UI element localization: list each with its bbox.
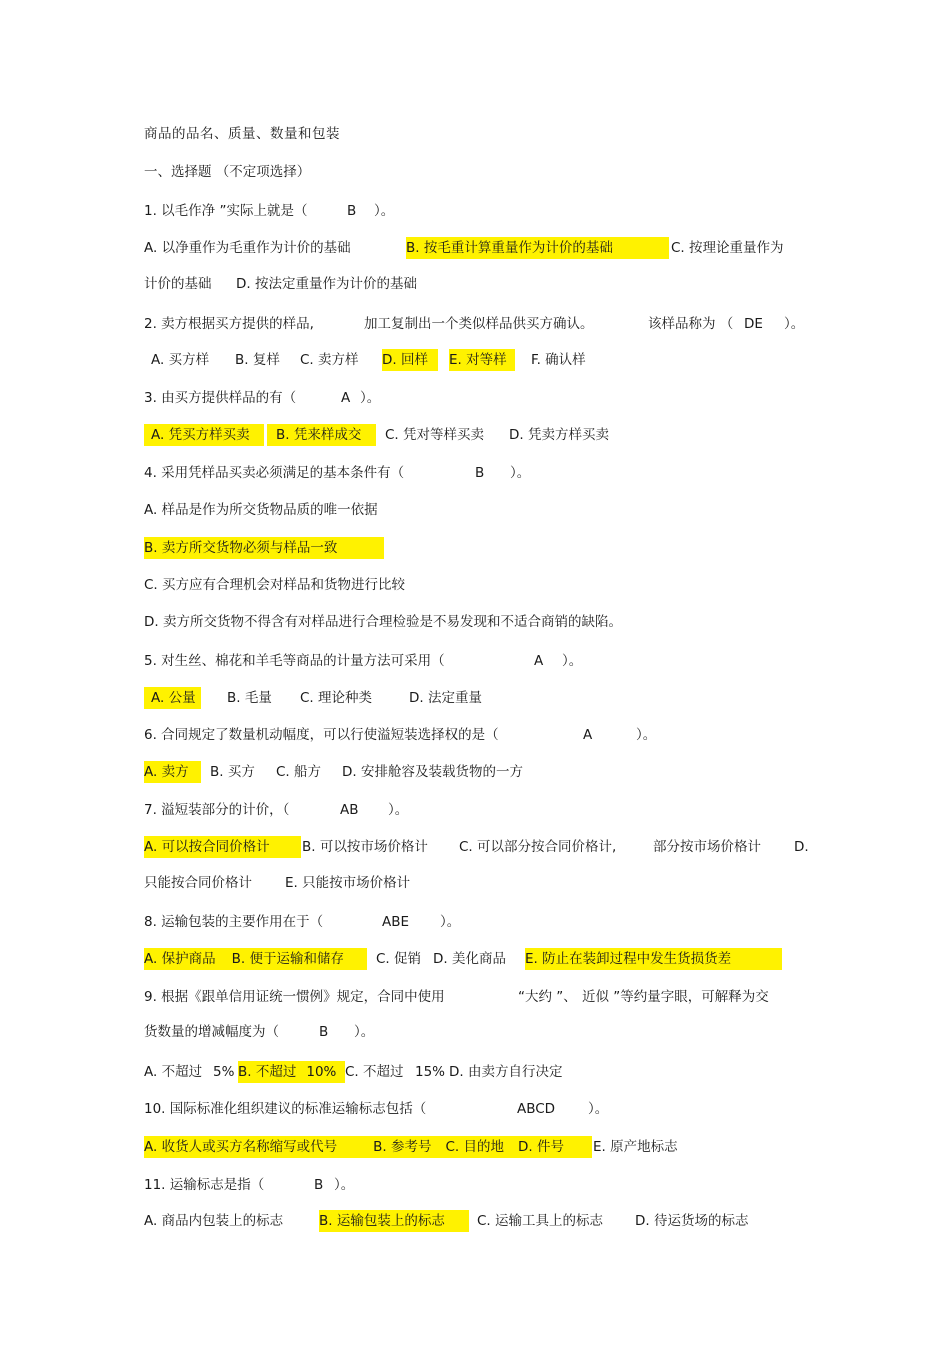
q1-option-a: A. 以净重作为毛重作为计价的基础 bbox=[144, 240, 351, 256]
q8-option-d: D. 美化商品 bbox=[433, 951, 506, 967]
q10-stem-text: 10. 国际标准化组织建议的标准运输标志包括（ bbox=[144, 1101, 427, 1117]
q4-option-a: A. 样品是作为所交货物品质的唯一依据 bbox=[144, 502, 378, 518]
q8-option-e: E. 防止在装卸过程中发生货损货差 bbox=[525, 948, 782, 970]
q1-option-c: C. 按理论重量作为 bbox=[671, 240, 784, 256]
q3-answer: A bbox=[341, 390, 351, 406]
q8-stem-end: ）。 bbox=[440, 914, 461, 930]
q5-option-a: A. 公量 bbox=[144, 687, 201, 709]
q9-option-c: C. 不超过 bbox=[345, 1064, 404, 1080]
q1-stem-text: 1. 以毛作净 ”实际上就是（ bbox=[144, 203, 308, 219]
q5-option-c: C. 理论种类 bbox=[300, 690, 373, 706]
q7-option-e: E. 只能按市场价格计 bbox=[285, 875, 411, 891]
q5-stem-text: 5. 对生丝、棉花和羊毛等商品的计量方法可采用（ bbox=[144, 653, 445, 669]
q3-stem-end: ）。 bbox=[360, 390, 381, 406]
q4-stem-end: ）。 bbox=[510, 465, 531, 481]
q7-option-d: 只能按合同价格计 bbox=[144, 875, 252, 891]
q2-option-a: A. 买方样 bbox=[151, 352, 210, 368]
document-title: 商品的品名、质量、数量和包装 bbox=[144, 126, 340, 142]
q5-option-b: B. 毛量 bbox=[227, 690, 272, 706]
q9-stem-end: ）。 bbox=[354, 1024, 375, 1040]
q9-option-b: B. 不超过 bbox=[238, 1064, 297, 1080]
q7-option-d-label: D. bbox=[794, 839, 809, 855]
q5-answer: A bbox=[534, 653, 544, 669]
q1-option-b: B. 按毛重计算重量作为计价的基础 bbox=[406, 237, 669, 259]
q6-stem-text: 6. 合同规定了数量机动幅度，可以行使溢短装选择权的是（ bbox=[144, 727, 499, 743]
q8-option-b: B. 便于运输和储存 bbox=[231, 951, 344, 967]
q7-option-b: B. 可以按市场价格计 bbox=[302, 839, 428, 855]
q10-option-d: D. 件号 bbox=[517, 1139, 564, 1155]
q1-answer: B bbox=[347, 203, 357, 219]
section-heading: 一、选择题 （不定项选择） bbox=[144, 164, 311, 180]
q11-stem-end: ）。 bbox=[334, 1177, 355, 1193]
q2-stem-text-2: 加工复制出一个类似样品供买方确认。 bbox=[364, 316, 594, 332]
q7-option-c-2: 部分按市场价格计 bbox=[653, 839, 761, 855]
q6-stem-end: ）。 bbox=[636, 727, 657, 743]
q9-stem-text: 9. 根据《跟单信用证统一惯例》规定，合同中使用 bbox=[144, 989, 445, 1005]
q7-option-c: C. 可以部分按合同价格计, bbox=[459, 839, 617, 855]
q9-option-b-highlight bbox=[238, 1061, 345, 1083]
q11-option-a: A. 商品内包装上的标志 bbox=[144, 1213, 284, 1229]
q8-option-a: A. 保护商品 bbox=[144, 951, 216, 967]
q8-option-a-b-highlight bbox=[144, 948, 367, 970]
q8-answer: ABE bbox=[382, 914, 410, 930]
q4-option-d: D. 卖方所交货物不得含有对样品进行合理检验是不易发现和不适合商销的缺陷。 bbox=[144, 614, 622, 630]
q9-stem-text-4: 货数量的增减幅度为（ bbox=[144, 1024, 279, 1040]
q7-stem-end: ）。 bbox=[388, 802, 409, 818]
q6-option-c: C. 船方 bbox=[276, 764, 322, 780]
q10-option-b: B. 参考号 bbox=[373, 1139, 432, 1155]
q9-stem-text-2: “大约 ”、 bbox=[518, 989, 577, 1005]
q2-option-c: C. 卖方样 bbox=[300, 352, 359, 368]
q2-stem-text-3: 该样品称为 （ bbox=[648, 316, 734, 332]
q4-answer: B bbox=[475, 465, 485, 481]
q10-option-a: A. 收货人或买方名称缩写或代号 bbox=[144, 1139, 338, 1155]
q11-option-c: C. 运输工具上的标志 bbox=[477, 1213, 604, 1229]
q5-option-d: D. 法定重量 bbox=[409, 690, 482, 706]
q7-stem-text: 7. 溢短装部分的计价，（ bbox=[144, 802, 290, 818]
q10-answer: ABCD bbox=[517, 1101, 556, 1117]
q6-option-a: A. 卖方 bbox=[144, 761, 201, 783]
q11-option-b: B. 运输包装上的标志 bbox=[319, 1210, 469, 1232]
q4-option-b: B. 卖方所交货物必须与样品一致 bbox=[144, 537, 384, 559]
q3-stem-text: 3. 由买方提供样品的有（ bbox=[144, 390, 297, 406]
q11-answer: B bbox=[314, 1177, 324, 1193]
q4-option-c: C. 买方应有合理机会对样品和货物进行比较 bbox=[144, 577, 406, 593]
q1-option-c-cont: 计价的基础 bbox=[144, 276, 212, 292]
q9-stem-text-3: 近似 ”等约量字眼，可解释为交 bbox=[582, 989, 769, 1005]
q11-option-d: D. 待运货场的标志 bbox=[635, 1213, 749, 1229]
q4-stem-text: 4. 采用凭样品买卖必须满足的基本条件有（ bbox=[144, 465, 405, 481]
q5-stem-end: ）。 bbox=[562, 653, 583, 669]
q3-option-d: D. 凭卖方样买卖 bbox=[509, 427, 609, 443]
q9-answer: B bbox=[319, 1024, 329, 1040]
q3-option-c: C. 凭对等样买卖 bbox=[385, 427, 485, 443]
q7-answer: AB bbox=[340, 802, 359, 818]
q1-stem-end: ）。 bbox=[374, 203, 395, 219]
q2-option-b: B. 复样 bbox=[235, 352, 280, 368]
q9-option-c-value: 15% bbox=[415, 1064, 446, 1080]
q9-option-d: D. 由卖方自行决定 bbox=[449, 1064, 563, 1080]
q2-answer: DE bbox=[744, 316, 763, 332]
q6-answer: A bbox=[583, 727, 593, 743]
q10-option-c: C. 目的地 bbox=[445, 1139, 504, 1155]
q3-option-a: A. 凭买方样买卖 bbox=[144, 424, 264, 446]
q9-option-b-value: 10% bbox=[306, 1064, 337, 1080]
q3-option-b: B. 凭来样成交 bbox=[267, 424, 376, 446]
q10-option-highlight bbox=[144, 1136, 592, 1158]
q2-stem-text: 2. 卖方根据买方提供的样品, bbox=[144, 316, 314, 332]
q10-option-e: E. 原产地标志 bbox=[593, 1139, 678, 1155]
q7-option-a: A. 可以按合同价格计 bbox=[144, 836, 301, 858]
q2-stem-end: ）。 bbox=[784, 316, 805, 332]
q11-stem-text: 11. 运输标志是指（ bbox=[144, 1177, 265, 1193]
q1-option-d: D. 按法定重量作为计价的基础 bbox=[236, 276, 417, 292]
q6-option-b: B. 买方 bbox=[210, 764, 255, 780]
q6-option-d: D. 安排舱容及装载货物的一方 bbox=[342, 764, 523, 780]
q9-option-a-value: 5% bbox=[213, 1064, 235, 1080]
q10-stem-end: ）。 bbox=[588, 1101, 609, 1117]
q9-option-a: A. 不超过 bbox=[144, 1064, 203, 1080]
q8-option-c: C. 促销 bbox=[376, 951, 422, 967]
q2-option-e: E. 对等样 bbox=[449, 349, 515, 371]
q8-stem-text: 8. 运输包装的主要作用在于（ bbox=[144, 914, 324, 930]
q2-option-d: D. 回样 bbox=[382, 349, 438, 371]
q2-option-f: F. 确认样 bbox=[531, 352, 586, 368]
